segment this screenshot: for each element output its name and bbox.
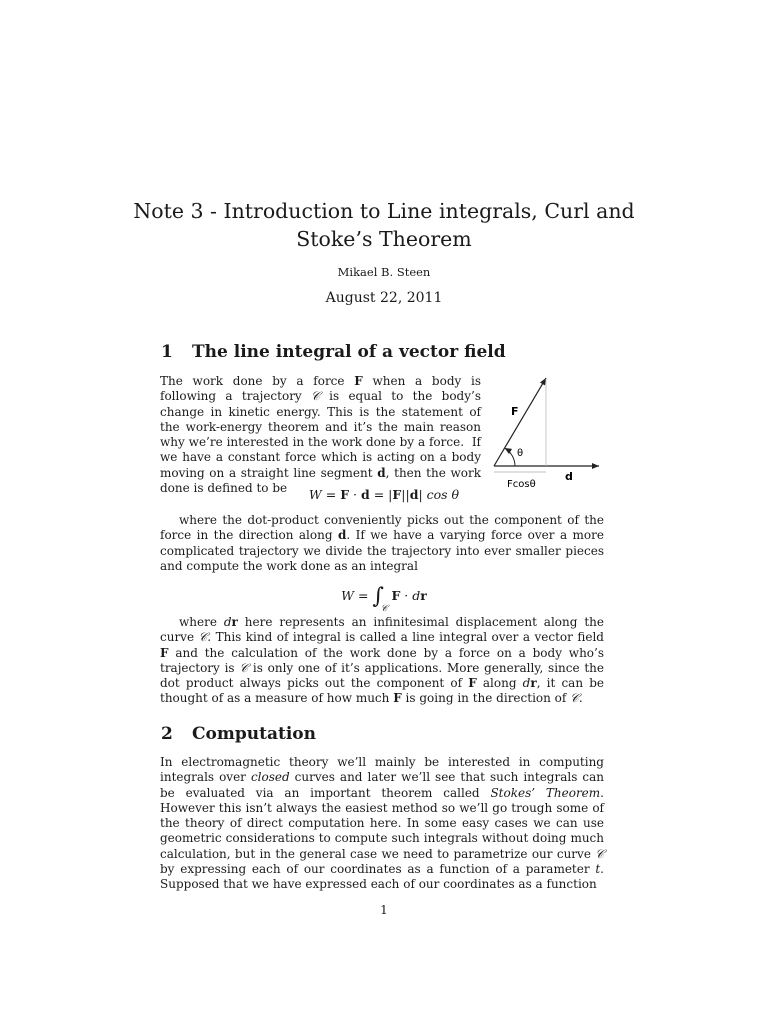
section-2-heading (161, 724, 316, 744)
date: August 22, 2011 (325, 290, 443, 306)
paragraph-intro: The work done by a force F when a body is following a trajectory 𝒞 is equal to the body’s change in kinetic energy. This is the statement of the work-energy theorem and it’s the main reason why we’re interested in the work done by a force. If we have a constant force which is acting on a body moving on a straight line segment d, then the work done is defined to be (160, 374, 482, 496)
section-1-heading (161, 342, 506, 362)
label-fcos: Fcosθ (507, 479, 536, 490)
label-d: d (565, 470, 573, 483)
section-2-number: 2 (161, 724, 173, 744)
author: Mikael B. Steen (337, 265, 431, 279)
page-number: 1 (380, 903, 388, 917)
label-F: F (511, 405, 519, 418)
angle-arc (505, 448, 516, 466)
paragraph-computation: In electromagnetic theory we’ll mainly be interested in computing integrals over closed curves and later we’ll see that such integrals can be evaluated via an important theorem called Stokes’ Theorem. However this isn’t always the easiest method so we’ll go trough some of the theory of direct computation here. In some easy cases we can use geometric considerations to compute such integrals without doing much calculation, but in the general case we need to parametrize our curve 𝒞 by expressing each of our coordinates as a function of a parameter t. Supposed that we have expressed each of our coordinates as a function (160, 755, 604, 892)
equation-work-constant: W = F · d = |F||d| cos θ (308, 487, 460, 502)
paragraph-dot-product: where the dot-product conveniently picks out the component of the force in the direction along d. If we have a varying force over a more complicated trajectory we divide the trajectory into ever smaller pieces and compute the work done as an integral (160, 513, 604, 573)
section-1-number: 1 (161, 342, 173, 362)
title-line-1: Note 3 - Introduction to Line integrals, Curl and (133, 199, 635, 223)
title-line-2: Stoke’s Theorem (296, 227, 472, 251)
equation-work-integral: $W = \int_𝒞$ F · dr (341, 584, 427, 614)
page-title (120, 197, 648, 253)
section-1-title: The line integral of a vector field (192, 342, 506, 362)
label-theta: θ (517, 448, 524, 459)
force-vector-diagram (486, 370, 608, 492)
paragraph-line-integral: where dr here represents an infinitesimal displacement along the curve 𝒞. This kind of integral is called a line integral over a vector field F and the calculation of the work done by a force on a body who’s trajectory is 𝒞 is only one of it’s applications. More generally, since the dot product always picks out the component of F along dr, it can be thought of as a measure of how much F is going in the direction of 𝒞. (160, 615, 604, 706)
section-2-title: Computation (192, 724, 316, 744)
